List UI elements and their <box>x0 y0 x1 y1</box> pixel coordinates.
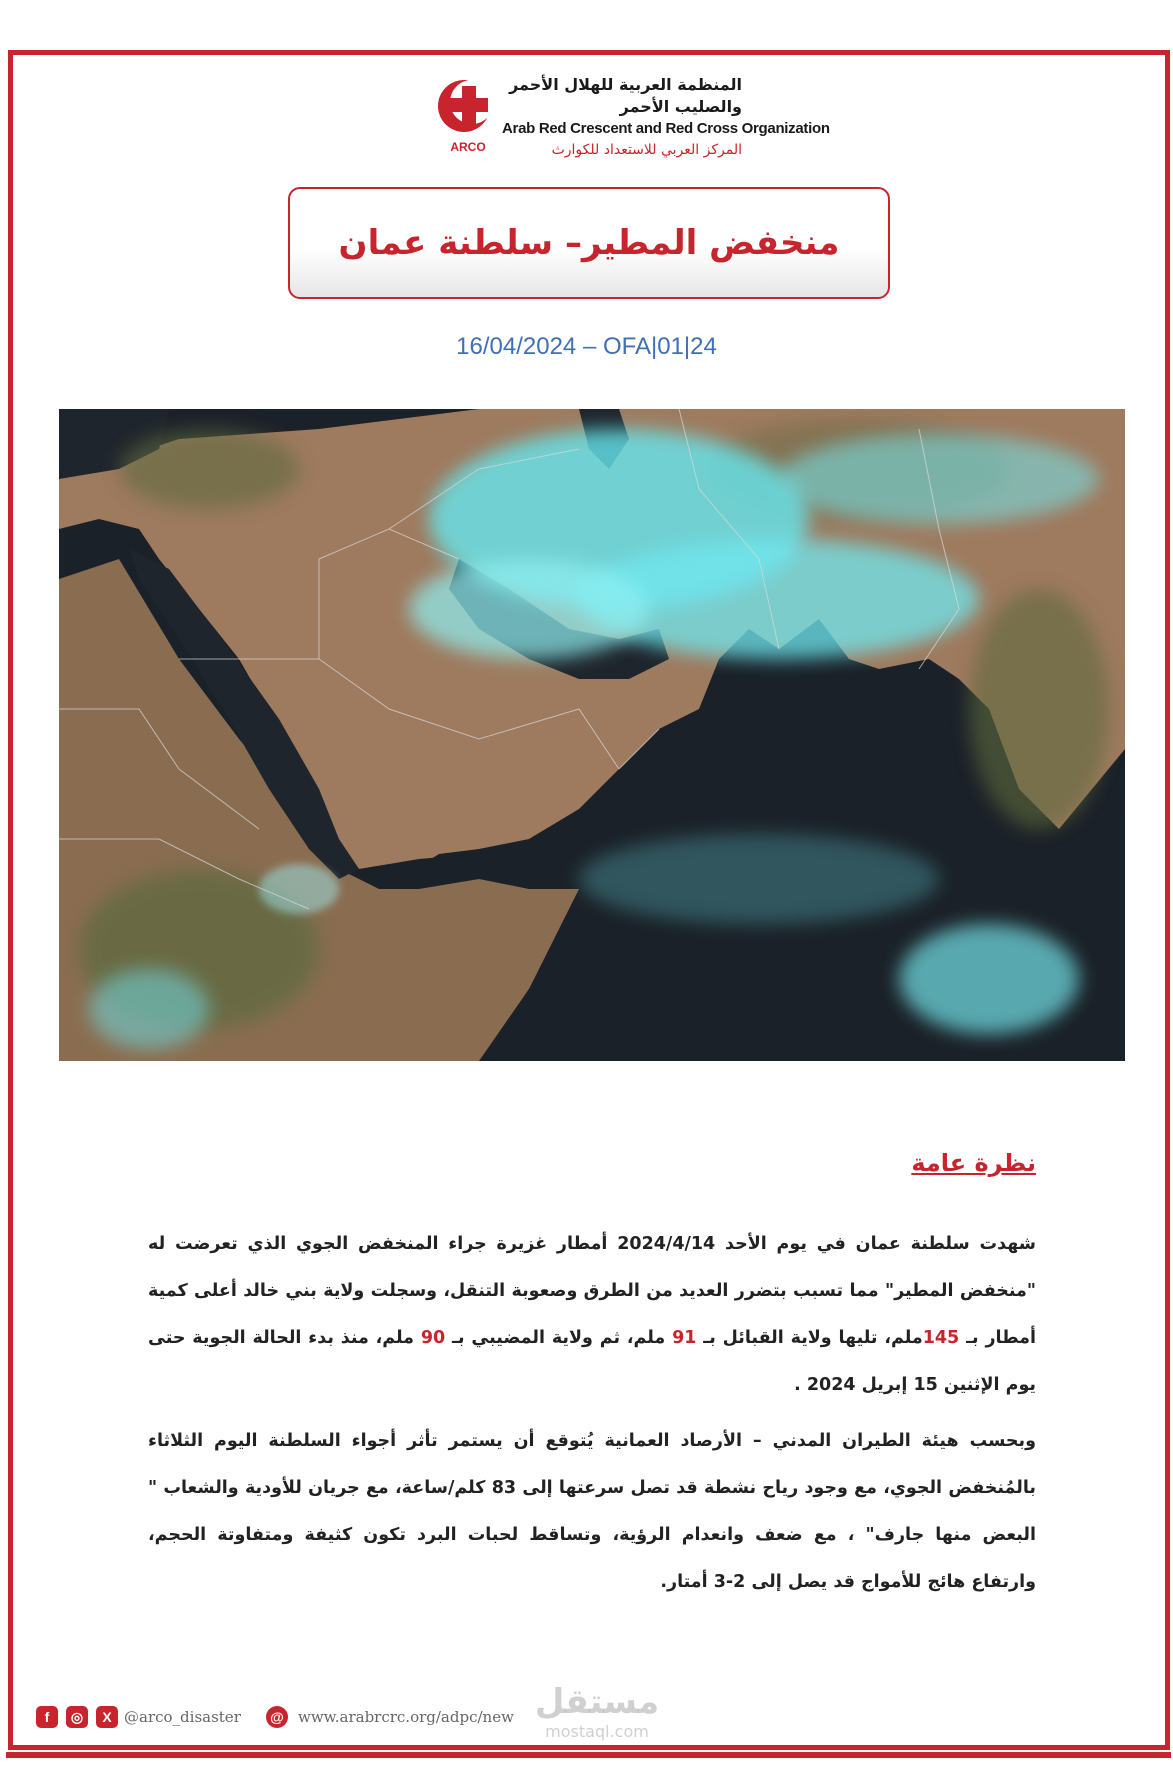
x-twitter-icon[interactable]: X <box>96 1706 118 1728</box>
watermark-english: mostaql.com <box>545 1722 649 1741</box>
paragraph-forecast: وبحسب هيئة الطيران المدني – الأرصاد العمانية يُتوقع أن يستمر تأثر أجواء السلطنة اليوم الثلاثاء بالمُنخفض الجوي، مع وجود رياح نشطة قد تصل سرعتها إلى 83 كلم/ساعة، مع جريان للأودية والشعاب " البعض منها جارف" ، مع ضعف وانعدام الرؤية، وتساقط لحبات البرد تكون كثيفة ومتفاوتة الحجم، وارتفاع هائج للأمواج قد يصل إلى 2-3 أمتار. <box>148 1431 1036 1592</box>
report-reference: 16/04/2024 – OFA|01|24 <box>456 333 717 360</box>
logo-text <box>502 74 830 160</box>
page-title: منخفض المطير– سلطنة عمان <box>338 223 840 263</box>
facebook-icon[interactable]: f <box>36 1706 58 1728</box>
paragraph-overview <box>148 1221 1036 1409</box>
social-handle[interactable]: @arco_disaster <box>124 1708 241 1726</box>
instagram-icon[interactable]: ◎ <box>66 1706 88 1728</box>
footer <box>36 1703 676 1733</box>
p1-text-3: ملم، ثم ولاية المضيبي بـ <box>445 1328 673 1348</box>
watermark-arabic: مستقل <box>534 1682 660 1722</box>
logo-label: ARCO <box>450 140 486 154</box>
p1-text-1: شهدت سلطنة عمان في يوم الأحد 2024/4/14 أمطار غزيرة جراء المنخفض الجوي الذي تعرضت له "منخفض المطير" مما تسبب بتضرر العديد من الطرق وصعوبة التنقل، وسجلت ولاية بني خالد أعلى كمية أمطار بـ <box>148 1234 1036 1348</box>
satellite-map-image <box>59 409 1125 1061</box>
org-name-arabic: المنظمة العربية للهلال الأحمر والصليب الأحمر <box>509 75 742 116</box>
section-heading-overview: نظرة عامة <box>911 1149 1036 1177</box>
red-crescent-cross-icon <box>432 74 496 138</box>
p1-text-2: ملم، تليها ولاية القبائل بـ <box>696 1328 923 1348</box>
org-logo <box>432 68 830 158</box>
rainfall-value-bani-khalid: 145 <box>922 1328 960 1348</box>
p1-text-4: ملم، منذ بدء الحالة الجوية حتى يوم الإثنين 15 إبريل 2024 . <box>148 1328 1036 1395</box>
website-icon[interactable]: @ <box>266 1706 288 1728</box>
website-link[interactable]: www.arabrcrc.org/adpc/new <box>298 1708 514 1726</box>
title-box <box>288 187 890 299</box>
rainfall-value-mudhaibi: 90 <box>420 1328 446 1348</box>
rainfall-value-qabil: 91 <box>672 1328 697 1348</box>
org-name-english: Arab Red Crescent and Red Cross Organization <box>502 120 830 137</box>
center-name-arabic: المركز العربي للاستعداد للكوارث <box>551 142 742 158</box>
